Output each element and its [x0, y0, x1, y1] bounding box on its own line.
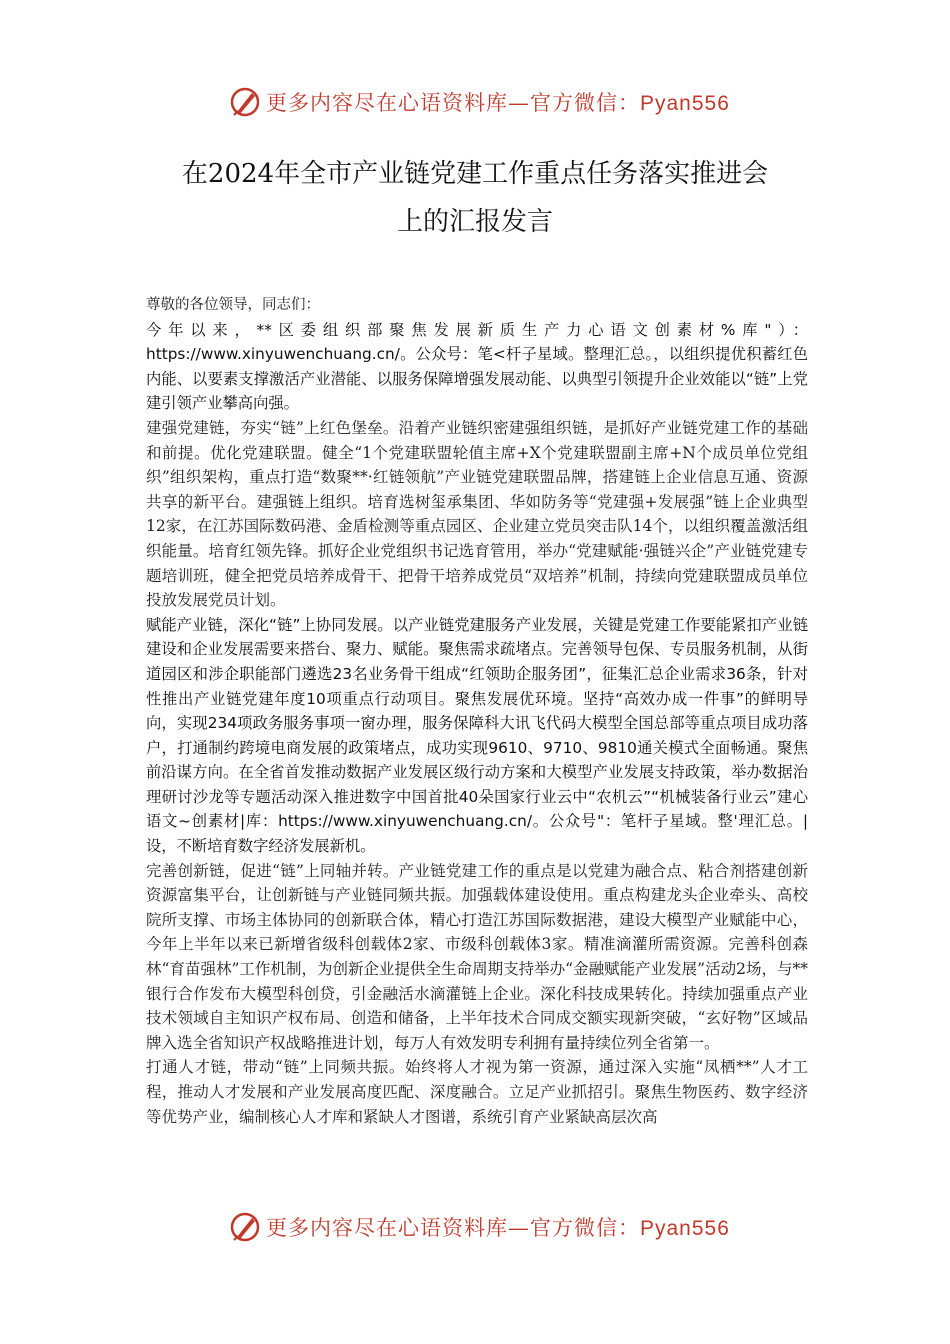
- salutation: 尊敬的各位领导，同志们：: [146, 297, 320, 313]
- paragraph-talent-chain: 打通人才链，带动“链”上同频共振。始终将人才视为第一资源，通过深入实施“凤栖**”人才工程，推动人才发展和产业发展高度匹配、深度融合。立足产业抓招引。聚焦生物医药、数字经济等优势产业，编制核心人才库和紧缺人才图谱，系统引育产业紧缺高层次高: [146, 1058, 808, 1126]
- title-line-1: 在2024年全市产业链党建工作重点任务落实推进会: [181, 159, 769, 189]
- paragraph-industry-chain: 赋能产业链，深化“链”上协同发展。以产业链党建服务产业发展，关键是党建工作要能紧扣产业链建设和企业发展需要来搭台、聚力、赋能。聚焦需求疏堵点。完善领导包保、专员服务机制，从街道园区和涉企职能部门遴选23名业务骨干组成“红领助企服务团”，征集汇总企业需求36条，针对性推出产业链党建年度10项重点行动项目。聚焦发展优环境。坚持“高效办成一件事”的鲜明导向，实现234项政务服务事项一窗办理，服务保障科大讯飞代码大模型全国总部等重点项目成功落户，打通制约跨境电商发展的政策堵点，成功实现9610、9710、9810通关模式全面畅通。聚焦前沿谋方向。在全省首发推动数据产业发展区级行动方案和大模型产业发展支持政策，举办数据治理研讨沙龙等专题活动深入推进数字中国首批40朵国家行业云中“农机云”“机械装备行业云”建心语文~创素材|库：https://www.xinyuwenchuang.cn/。公众号"：笔杆子星域。整'理汇总。|设，不断培育数字经济发展新机。: [146, 615, 808, 856]
- page-title: [120, 150, 830, 246]
- banner-wechat-id: Pyan556: [640, 92, 730, 115]
- title-line-2: 上的汇报发言: [396, 207, 553, 237]
- banner-text: 更多内容尽在心语资料库—官方微信：Pyan556: [266, 91, 730, 115]
- pen-logo-icon: [228, 85, 262, 119]
- watermark-banner-bottom: [228, 1207, 728, 1247]
- watermark-banner-top: [228, 82, 728, 122]
- pen-logo-icon: [228, 1210, 262, 1244]
- paragraph-innovation-chain: 完善创新链，促进“链”上同轴并转。产业链党建工作的重点是以党建为融合点、粘合剂搭建创新资源富集平台，让创新链与产业链同频共振。加强载体建设使用。重点构建龙头企业牵头、高校院所支撑、市场主体协同的创新联合体，精心打造江苏国际数据港，建设大模型产业赋能中心，今年上半年以来已新增省级科创载体2家、市级科创载体3家。精准滴灌所需资源。完善科创森林“育苗强林”工作机制，为创新企业提供全生命周期支持举办“金融赋能产业发展”活动2场，与**银行合作发布大模型科创贷，引金融活水滴灌链上企业。深化科技成果转化。持续加强重点产业技术领域自主知识产权布局、创造和储备，上半年技术合同成交额实现新突破，“玄好物”区域品牌入选全省知识产权战略推进计划，每万人有效发明专利拥有量持续位列全省第一。: [146, 861, 808, 1052]
- banner-text: 更多内容尽在心语资料库—官方微信：Pyan556: [266, 1216, 730, 1240]
- document-body: [146, 293, 808, 1129]
- banner-wechat-id: Pyan556: [640, 1217, 730, 1240]
- paragraph-party-chain: 建强党建链，夯实“链”上红色堡垒。沿着产业链织密建强组织链，是抓好产业链党建工作的基础和前提。优化党建联盟。健全“1个党建联盟轮值主席+X个党建联盟副主席+N个成员单位党组织”组织架构，重点打造“数聚**·红链领航”产业链党建联盟品牌，搭建链上企业信息互通、资源共享的新平台。建强链上组织。培育选树玺承集团、华如防务等“党建强+发展强”链上企业典型12家，在江苏国际数码港、金盾检测等重点园区、企业建立党员突击队14个，以组织覆盖激活组织能量。培育红领先锋。抓好企业党组织书记选育管用，举办“党建赋能·强链兴企”产业链党建专题培训班，健全把党员培养成骨干、把骨干培养成党员“双培养”机制，持续向党建联盟成员单位投放发展党员计划。: [146, 418, 808, 610]
- paragraph-intro: 今年以来，**区委组织部聚焦发展新质生产力心语文创素材%库"）：https://www.xinyuwenchuang.cn/。公众号：笔<杆子星域。整理汇总。，以组织提优积蓄红色内能、以要素支撑激活产业潜能、以服务保障增强发展动能、以典型引领提升企业效能以“链”上党建引领产业攀高向强。: [146, 320, 808, 413]
